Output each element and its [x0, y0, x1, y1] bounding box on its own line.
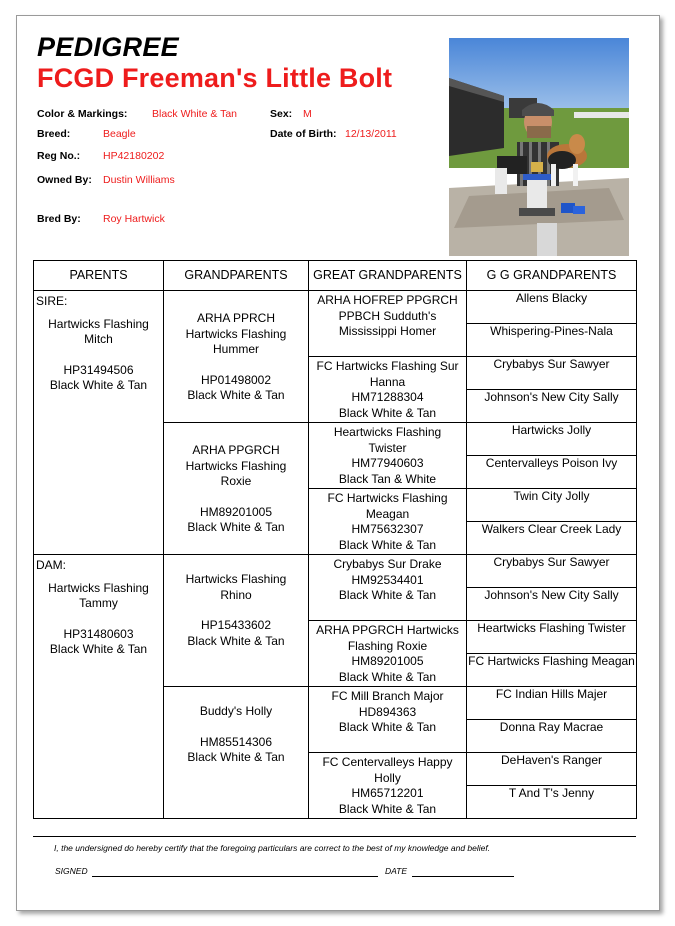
- grandparent-cell: [164, 291, 309, 423]
- great-grandparent-reg: HM89201005: [351, 654, 424, 668]
- great-grandparent-cell: [309, 687, 467, 753]
- great-grandparent-name: FC Hartwicks Flashing Sur Hanna: [316, 359, 459, 389]
- great-grandparent-name: Heartwicks Flashing Twister: [333, 425, 442, 455]
- breed-label: Breed:: [37, 128, 71, 140]
- great-grandparent-reg: HM71288304: [351, 390, 424, 404]
- great-grandparent-color: Black Tan & White: [338, 471, 437, 486]
- pedigree-table: [33, 260, 637, 819]
- great-grandparent-name: FC Centervalleys Happy Holly: [322, 755, 453, 785]
- header-great-grandparents: GREAT GRANDPARENTS: [309, 261, 467, 291]
- breed-value: Beagle: [103, 128, 136, 140]
- great-grandparent-name: ARHA HOFREP PPGRCH PPBCH Sudduth's Mississippi Homer: [317, 293, 458, 338]
- gg-grandparent-cell: Twin City Jolly: [467, 489, 637, 522]
- great-grandparent-name: FC Hartwicks Flashing Meagan: [327, 491, 448, 521]
- footer-divider: [33, 836, 636, 837]
- grandparent-cell: [164, 687, 309, 819]
- document-title: PEDIGREE: [37, 32, 179, 62]
- dog-photo: [449, 38, 629, 256]
- gg-grandparent-cell: Centervalleys Poison Ivy: [467, 456, 637, 489]
- grandparent-color: Black White & Tan: [187, 520, 285, 534]
- header-grandparents: GRANDPARENTS: [164, 261, 309, 291]
- dob-label: Date of Birth:: [270, 128, 337, 140]
- great-grandparent-color: Black White & Tan: [338, 588, 437, 602]
- great-grandparent-cell: [309, 291, 467, 357]
- header-parents: PARENTS: [34, 261, 164, 291]
- signed-label: SIGNED: [55, 866, 88, 876]
- sire-reg: HP31494506: [63, 362, 134, 377]
- great-grandparent-color: Black White & Tan: [338, 537, 437, 552]
- dam-label: DAM:: [36, 558, 66, 572]
- gg-grandparent-cell: DeHaven's Ranger: [467, 753, 637, 786]
- great-grandparent-cell: [309, 489, 467, 555]
- breeder-value: Roy Hartwick: [103, 213, 165, 225]
- breeder-label: Bred By:: [37, 213, 81, 225]
- great-grandparent-name: ARHA PPGRCH Hartwicks Flashing Roxie: [316, 623, 459, 653]
- date-label: DATE: [385, 866, 408, 876]
- gg-grandparent-cell: Heartwicks Flashing Twister: [467, 621, 637, 654]
- sire-label: SIRE:: [36, 294, 68, 308]
- dog-name: FCGD Freeman's Little Bolt: [37, 63, 393, 93]
- great-grandparent-color: Black White & Tan: [338, 720, 437, 734]
- gg-grandparent-cell: Johnson's New City Sally: [467, 390, 637, 423]
- reg-value: HP42180202: [103, 150, 165, 162]
- dam-cell: [34, 555, 164, 819]
- gg-grandparent-cell: FC Indian Hills Majer: [467, 687, 637, 720]
- header-gg-grandparents: G G GRANDPARENTS: [467, 261, 637, 291]
- great-grandparent-name: Crybabys Sur Drake: [333, 557, 442, 571]
- certification-text: I, the undersigned do hereby certify that the foregoing particulars are correct to the best of my knowledge and belief.: [54, 843, 491, 853]
- grandparent-color: Black White & Tan: [187, 633, 285, 648]
- sire-name: Hartwicks Flashing Mitch: [48, 316, 149, 346]
- color-label: Color & Markings:: [37, 108, 128, 120]
- great-grandparent-color: Black White & Tan: [338, 669, 437, 684]
- grandparent-reg: HM89201005: [199, 504, 273, 519]
- grandparent-color: Black White & Tan: [187, 750, 285, 764]
- gg-grandparent-cell: Donna Ray Macrae: [467, 720, 637, 753]
- great-grandparent-color: Black White & Tan: [338, 801, 437, 816]
- dob-value: 12/13/2011: [345, 128, 397, 140]
- grandparent-reg: HP01498002: [200, 372, 272, 387]
- dam-name: Hartwicks Flashing Tammy: [48, 580, 149, 610]
- gg-grandparent-cell: Allens Blacky: [467, 291, 637, 324]
- date-line[interactable]: [412, 876, 514, 877]
- gg-grandparent-cell: Walkers Clear Creek Lady: [467, 522, 637, 555]
- grandparent-name: Hartwicks Flashing Rhino: [185, 572, 287, 602]
- great-grandparent-reg: HM77940603: [351, 456, 424, 470]
- gg-grandparent-cell: Crybabys Sur Sawyer: [467, 357, 637, 390]
- great-grandparent-reg: HD894363: [358, 704, 417, 719]
- sire-cell: [34, 291, 164, 555]
- grandparent-cell: [164, 555, 309, 687]
- sex-value: M: [303, 108, 312, 120]
- gg-grandparent-cell: Crybabys Sur Sawyer: [467, 555, 637, 588]
- great-grandparent-color: Black White & Tan: [338, 405, 437, 420]
- grandparent-name: Buddy's Holly: [199, 704, 273, 718]
- grandparent-name: ARHA PPGRCH Hartwicks Flashing Roxie: [185, 443, 287, 488]
- great-grandparent-cell: [309, 621, 467, 687]
- great-grandparent-reg: HM75632307: [351, 522, 424, 536]
- gg-grandparent-cell: T And T's Jenny: [467, 786, 637, 819]
- grandparent-reg: HP15433602: [200, 618, 272, 632]
- gg-grandparent-cell: Whispering-Pines-Nala: [467, 324, 637, 357]
- dam-reg: HP31480603: [63, 626, 134, 641]
- sex-label: Sex:: [270, 108, 293, 120]
- grandparent-color: Black White & Tan: [187, 388, 285, 402]
- owner-label: Owned By:: [37, 174, 92, 186]
- great-grandparent-cell: [309, 423, 467, 489]
- great-grandparent-cell: [309, 357, 467, 423]
- great-grandparent-reg: HM92534401: [351, 572, 424, 587]
- owner-value: Dustin Williams: [103, 174, 175, 186]
- great-grandparent-name: FC Mill Branch Major: [331, 689, 444, 703]
- great-grandparent-cell: [309, 753, 467, 819]
- great-grandparent-reg: HM65712201: [351, 786, 424, 800]
- reg-label: Reg No.:: [37, 150, 81, 162]
- sire-color: Black White & Tan: [49, 378, 148, 392]
- great-grandparent-cell: [309, 555, 467, 621]
- gg-grandparent-cell: Johnson's New City Sally: [467, 588, 637, 621]
- gg-grandparent-cell: Hartwicks Jolly: [467, 423, 637, 456]
- grandparent-reg: HM85514306: [199, 734, 273, 749]
- grandparent-cell: [164, 423, 309, 555]
- color-value: Black White & Tan: [152, 108, 238, 120]
- grandparent-name: ARHA PPRCH Hartwicks Flashing Hummer: [185, 311, 287, 356]
- gg-grandparent-cell: FC Hartwicks Flashing Meagan: [467, 654, 637, 687]
- signature-line[interactable]: [92, 876, 378, 877]
- dam-color: Black White & Tan: [49, 642, 148, 656]
